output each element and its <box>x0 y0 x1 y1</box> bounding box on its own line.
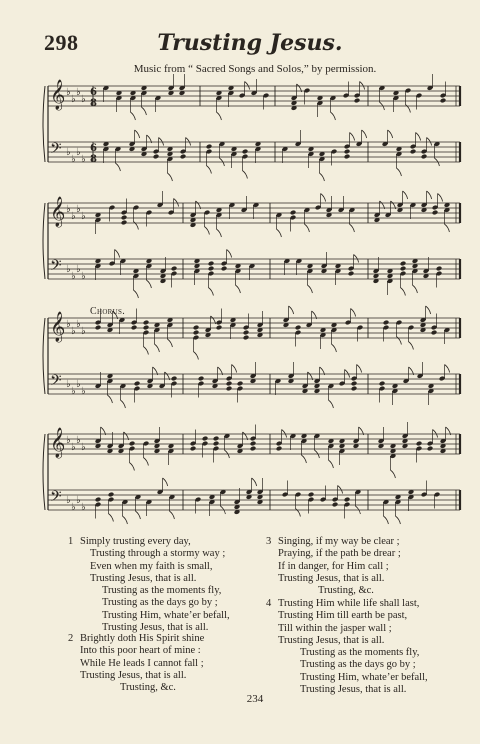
note-head <box>348 271 355 277</box>
note-flag <box>282 430 287 438</box>
flat-icon: ♭ <box>66 495 71 506</box>
note-flag <box>357 365 362 373</box>
flat-icon: ♭ <box>71 94 76 105</box>
note-flag <box>206 166 211 174</box>
flat-icon: ♭ <box>81 326 86 337</box>
note-flag <box>107 395 112 403</box>
flat-icon: ♭ <box>66 204 71 215</box>
note-flag <box>331 344 336 352</box>
bass-clef-icon: 𝄢 <box>50 372 62 393</box>
note-head <box>193 325 200 331</box>
flat-icon: ♭ <box>81 94 86 105</box>
note-flag <box>167 173 172 181</box>
treble-clef-icon: 𝄞 <box>50 197 66 227</box>
note-flag <box>444 224 449 232</box>
flat-icon: ♭ <box>66 264 71 275</box>
note-head <box>193 330 200 336</box>
flat-icon: ♭ <box>76 435 81 446</box>
note-head <box>108 492 115 498</box>
note-head <box>198 376 205 382</box>
note-head <box>416 441 423 447</box>
music-credit: Music from “ Sacred Songs and Solos,” by permission. <box>133 63 377 75</box>
verse-line: Trusting Jesus, that is all. <box>80 669 187 681</box>
note-head <box>129 441 136 447</box>
flat-icon: ♭ <box>81 211 86 222</box>
note-flag <box>427 138 432 146</box>
note-flag <box>301 455 306 463</box>
note-flag <box>360 82 365 90</box>
verse-line: Trusting as the moments fly, <box>102 585 222 597</box>
note-flag <box>163 478 168 486</box>
note-head <box>242 149 249 155</box>
verse-line: Trusting, &c. <box>318 585 374 597</box>
note-head <box>400 266 407 272</box>
treble-clef-icon: 𝄞 <box>50 312 66 342</box>
flat-icon: ♭ <box>71 271 76 282</box>
note-flag <box>174 199 179 207</box>
flat-icon: ♭ <box>66 319 71 330</box>
time-signature: 6 <box>90 87 97 98</box>
system-brace <box>43 86 45 162</box>
note-flag <box>426 306 431 314</box>
note-flag <box>276 229 281 237</box>
note-flag <box>129 463 134 471</box>
note-flag <box>235 285 240 293</box>
system-brace <box>43 318 45 394</box>
verse-line: Trusting as the moments fly, <box>300 647 420 659</box>
flat-icon: ♭ <box>71 211 76 222</box>
verse-line: If in danger, for Him call ; <box>278 560 389 572</box>
flat-icon: ♭ <box>76 87 81 98</box>
note-head <box>208 266 215 272</box>
note-flag <box>345 370 350 378</box>
note-flag <box>135 130 140 138</box>
verse-line: Trusting Him, whate’er befall, <box>300 671 428 683</box>
verse-line: Trusting as the days go by ; <box>102 597 218 609</box>
note-head <box>436 266 443 272</box>
note-head <box>295 325 302 331</box>
verse-line: Into this poor heart of mine : <box>80 645 201 657</box>
note-head <box>143 320 150 326</box>
chorus-label: Chorus. <box>90 306 125 317</box>
verse-1 <box>68 536 230 634</box>
note-head <box>243 335 250 341</box>
note-flag <box>227 250 232 258</box>
note-flag <box>349 224 354 232</box>
note-head <box>190 446 197 452</box>
note-flag <box>351 309 356 317</box>
note-head <box>237 381 244 387</box>
flat-icon: ♭ <box>66 87 71 98</box>
note-flag <box>445 365 450 373</box>
note-head <box>180 154 187 160</box>
note-head <box>344 497 351 503</box>
note-flag <box>143 458 148 466</box>
note-flag <box>193 352 198 360</box>
note-head <box>121 215 128 221</box>
verse-number: 4 <box>266 598 272 609</box>
note-head <box>206 144 213 150</box>
treble-clef-icon: 𝄞 <box>50 80 66 110</box>
note-head <box>208 261 215 267</box>
flat-icon: ♭ <box>81 502 86 513</box>
note-flag <box>216 229 221 237</box>
note-flag <box>159 138 164 146</box>
note-head <box>213 436 220 442</box>
verse-line: Praying, if the path be drear ; <box>278 548 401 560</box>
note-flag <box>154 344 159 352</box>
note-flag <box>388 130 393 138</box>
verse-2 <box>68 633 205 694</box>
verse-line: Singing, if my way be clear ; 3 <box>266 536 400 547</box>
note-head <box>344 154 351 160</box>
note-head <box>290 210 297 216</box>
note-flag <box>412 285 417 293</box>
note-flag <box>146 280 151 288</box>
note-head <box>121 220 128 226</box>
note-flag <box>427 191 432 199</box>
note-head <box>431 330 438 336</box>
flat-icon: ♭ <box>71 154 76 165</box>
time-signature: 8 <box>90 154 97 165</box>
note-head <box>202 436 209 442</box>
note-flag <box>400 288 405 296</box>
note-head <box>379 381 386 387</box>
bass-clef-icon: 𝄢 <box>50 488 62 509</box>
flat-icon: ♭ <box>71 386 76 397</box>
note-flag <box>289 306 294 314</box>
note-flag <box>416 133 421 141</box>
note-flag <box>204 227 209 235</box>
note-head <box>171 376 178 382</box>
flat-icon: ♭ <box>76 319 81 330</box>
time-signature: 8 <box>90 98 97 109</box>
flat-icon: ♭ <box>76 147 81 158</box>
flat-icon: ♭ <box>76 495 81 506</box>
note-flag <box>115 163 120 171</box>
bass-clef-icon: 𝄢 <box>50 257 62 278</box>
note-head <box>276 446 283 452</box>
flat-icon: ♭ <box>76 379 81 390</box>
flat-icon: ♭ <box>66 147 71 158</box>
flat-icon: ♭ <box>81 154 86 165</box>
verse-number: 2 <box>68 633 74 644</box>
verse-line: Trusting Jesus, that is all. <box>90 572 197 584</box>
verse-line: While He leads I cannot fall ; <box>80 657 204 669</box>
flat-icon: ♭ <box>71 326 76 337</box>
note-head <box>95 497 102 503</box>
verse-line: Trusting Him while life shall last, 4 <box>266 598 420 609</box>
note-head <box>383 320 390 326</box>
note-head <box>221 266 228 272</box>
verse-4 <box>266 598 428 696</box>
flat-icon: ♭ <box>76 264 81 275</box>
verse-number: 1 <box>68 536 74 547</box>
verse-line: Trusting Him till earth be past, <box>278 610 408 622</box>
note-flag <box>362 130 367 138</box>
note-head <box>213 441 220 447</box>
note-flag <box>216 112 221 120</box>
note-flag <box>338 486 343 494</box>
system-brace <box>43 203 45 279</box>
note-head <box>171 266 178 272</box>
note-flag <box>403 191 408 199</box>
verse-line: Trusting Jesus, that is all. <box>102 622 209 634</box>
verse-line: Trusting as the days go by ; <box>300 659 416 671</box>
note-flag <box>328 460 333 468</box>
note-flag <box>115 250 120 258</box>
note-flag <box>383 516 388 524</box>
verse-line: Brightly doth His Spirit shine 2 <box>68 633 205 644</box>
verse-line: Trusting Him, whate’er befall, <box>102 609 230 621</box>
verse-line: Simply trusting every day, 1 <box>68 536 191 547</box>
note-flag <box>307 285 312 293</box>
note-flag <box>433 430 438 438</box>
note-flag <box>438 194 443 202</box>
note-flag <box>354 255 359 263</box>
note-flag <box>169 511 174 519</box>
verse-3 <box>266 536 401 597</box>
note-head <box>440 98 447 104</box>
note-head <box>250 446 257 452</box>
note-flag <box>208 288 213 296</box>
note-head <box>243 330 250 336</box>
note-flag <box>167 339 172 347</box>
hymn-number: 298 <box>44 30 79 55</box>
note-head <box>250 441 257 447</box>
verse-line: Till within the jasper wall ; <box>278 622 392 634</box>
flat-icon: ♭ <box>71 502 76 513</box>
verse-line: Trusting through a stormy way ; <box>90 548 226 560</box>
note-head <box>308 492 315 498</box>
note-head <box>432 210 439 216</box>
verse-line: Trusting Jesus, that is all. <box>300 684 407 696</box>
page-number: 234 <box>246 693 264 705</box>
time-signature: 6 <box>90 143 97 154</box>
note-head <box>226 381 233 387</box>
note-head <box>351 381 358 387</box>
note-flag <box>408 342 413 350</box>
treble-clef-icon: 𝄞 <box>50 428 66 458</box>
flat-icon: ♭ <box>71 442 76 453</box>
note-flag <box>390 470 395 478</box>
note-head <box>400 261 407 267</box>
note-flag <box>252 478 257 486</box>
note-flag <box>396 168 401 176</box>
verse-number: 3 <box>266 536 272 547</box>
verse-line: Trusting Jesus, that is all. <box>278 572 385 584</box>
note-flag <box>319 173 324 181</box>
note-flag <box>395 516 400 524</box>
note-flag <box>245 82 250 90</box>
note-head <box>131 325 138 331</box>
note-head <box>351 386 358 392</box>
note-head <box>344 149 351 155</box>
flat-icon: ♭ <box>81 442 86 453</box>
note-flag <box>122 516 127 524</box>
system-brace <box>43 434 45 510</box>
note-head <box>153 154 160 160</box>
note-head <box>95 325 102 331</box>
flat-icon: ♭ <box>81 271 86 282</box>
note-head <box>226 386 233 392</box>
note-head <box>427 446 434 452</box>
note-flag <box>350 133 355 141</box>
note-flag <box>242 171 247 179</box>
note-flag <box>108 514 113 522</box>
note-head <box>410 149 417 155</box>
note-flag <box>143 347 148 355</box>
note-flag <box>135 511 140 519</box>
verse-line: Even when my faith is small, <box>90 560 213 572</box>
note-flag <box>328 400 333 408</box>
verse-line: Trusting Jesus, that is all. <box>278 634 385 646</box>
note-flag <box>186 138 191 146</box>
flat-icon: ♭ <box>76 204 81 215</box>
note-flag <box>330 112 335 120</box>
note-flag <box>120 400 125 408</box>
note-head <box>332 502 339 508</box>
note-flag <box>304 224 309 232</box>
note-head <box>216 325 223 331</box>
verse-line: Trusting, &c. <box>120 682 176 694</box>
note-flag <box>133 290 138 298</box>
note-flag <box>130 112 135 120</box>
flat-icon: ♭ <box>66 435 71 446</box>
hymn-title: Trusting Jesus. <box>157 30 343 56</box>
flat-icon: ♭ <box>66 379 71 390</box>
flat-icon: ♭ <box>81 386 86 397</box>
note-flag <box>321 194 326 202</box>
bass-clef-icon: 𝄢 <box>50 140 62 161</box>
note-head <box>143 325 150 331</box>
note-head <box>354 98 361 104</box>
note-head <box>421 154 428 160</box>
note-flag <box>141 107 146 115</box>
note-flag <box>232 365 237 373</box>
note-head <box>134 381 141 387</box>
